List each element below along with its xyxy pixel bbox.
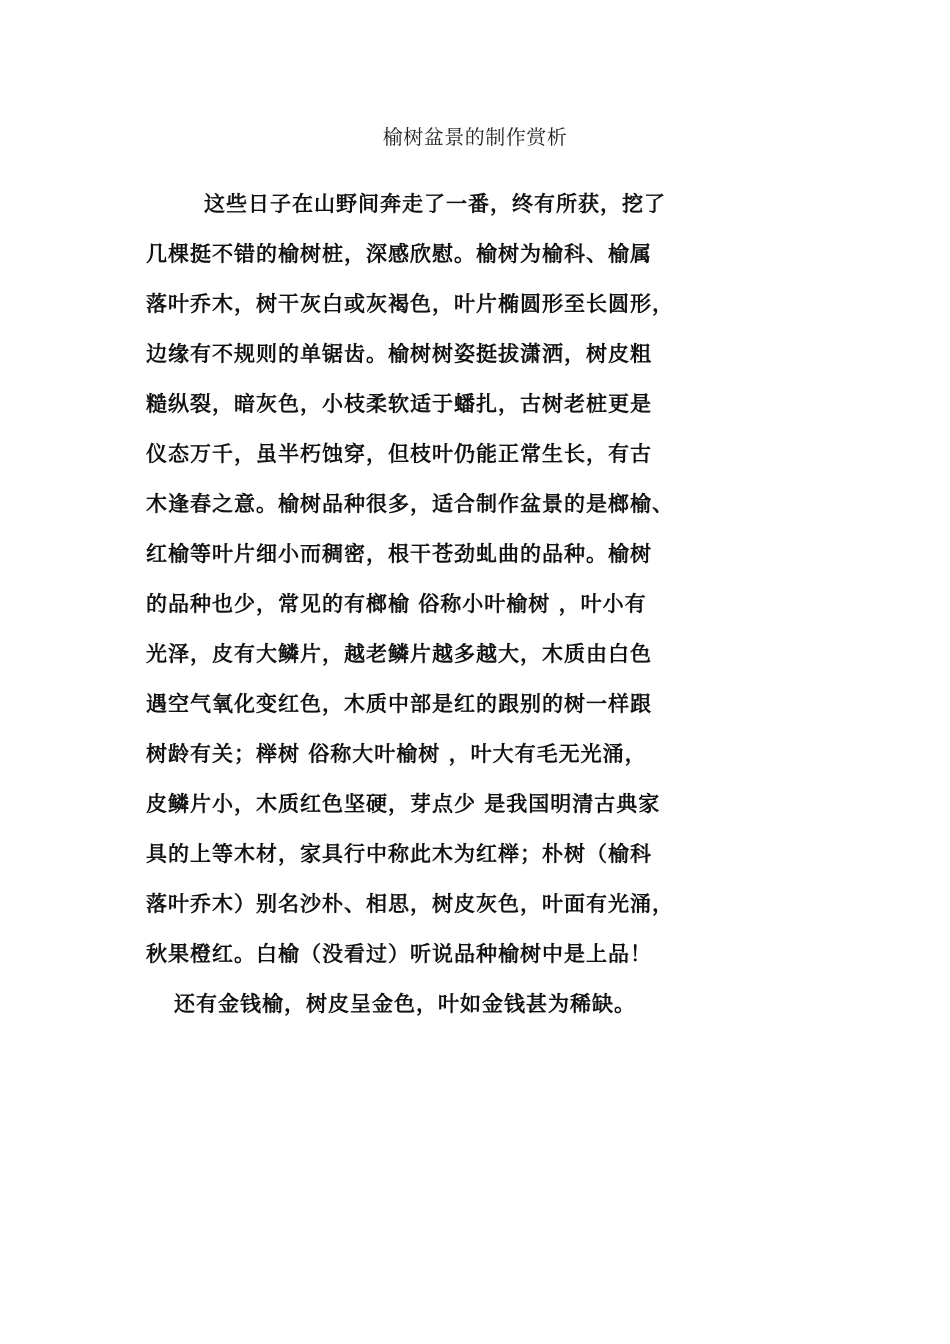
paragraph-line: 木逢春之意。榆树品种很多，适合制作盆景的是榔榆、 [146, 492, 674, 516]
paragraph-line: 仪态万千，虽半朽蚀穿，但枝叶仍能正常生长，有古 [146, 442, 652, 466]
paragraph-line: 秋果橙红。白榆（没看过）听说品种榆树中是上品！ [146, 942, 652, 966]
paragraph-line: 红榆等叶片细小而稠密，根干苍劲虬曲的品种。榆树 [146, 542, 652, 566]
paragraph-line: 这些日子在山野间奔走了一番，终有所获，挖了 [204, 192, 666, 216]
paragraph-line: 树龄有关；榉树 俗称大叶榆树 ，叶大有毛无光涌， [146, 742, 647, 766]
document-body [146, 186, 806, 1036]
paragraph-line: 几棵挺不错的榆树桩，深感欣慰。榆树为榆科、榆属 [146, 242, 652, 266]
paragraph-line: 皮鳞片小，木质红色坚硬，芽点少 是我国明清古典家 [146, 792, 661, 816]
paragraph-line: 遇空气氧化变红色，木质中部是红的跟别的树一样跟 [146, 692, 652, 716]
paragraph-line: 具的上等木材，家具行中称此木为红榉；朴树（榆科 [146, 842, 652, 866]
paragraph-line: 落叶乔木）别名沙朴、相思，树皮灰色，叶面有光涌， [146, 892, 674, 916]
paragraph-line: 落叶乔木，树干灰白或灰褐色，叶片椭圆形至长圆形， [146, 292, 674, 316]
paragraph-line: 糙纵裂，暗灰色，小枝柔软适于蟠扎，古树老桩更是 [146, 392, 652, 416]
paragraph-line: 的品种也少，常见的有榔榆 俗称小叶榆树 ，叶小有 [146, 592, 647, 616]
paragraph-line: 边缘有不规则的单锯齿。榆树树姿挺拔潇洒，树皮粗 [146, 342, 652, 366]
paragraph-line: 还有金钱榆，树皮呈金色，叶如金钱甚为稀缺。 [174, 992, 636, 1016]
document-title: 榆树盆景的制作赏析 [382, 125, 568, 149]
paragraph-line: 光泽，皮有大鳞片，越老鳞片越多越大，木质由白色 [146, 642, 652, 666]
